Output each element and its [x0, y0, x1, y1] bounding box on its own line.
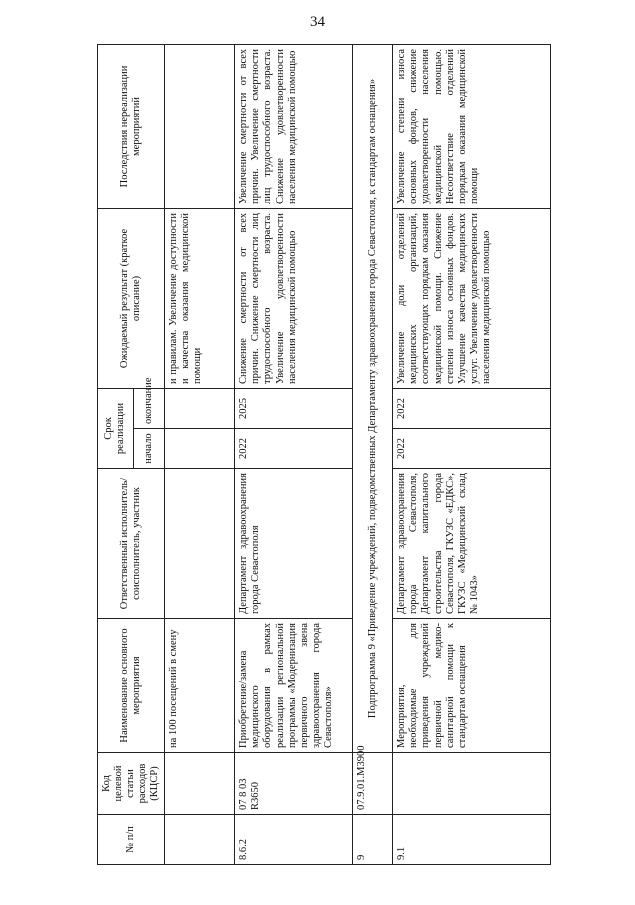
cell-code: 07 8 03 R3650	[235, 753, 353, 815]
cell-code	[393, 753, 551, 815]
cell-start: 2022	[393, 429, 551, 469]
rotated-table-container	[97, 45, 547, 865]
header-name: Наименование основного мероприятия	[98, 619, 165, 753]
cell-num: 9.1	[393, 815, 551, 865]
cell-end: 2022	[393, 388, 551, 428]
cell-end	[165, 388, 235, 428]
cell-num: 9	[353, 815, 393, 865]
cell-result: Снижение смертности от всех причин. Снижение смертности лиц трудоспособного возраста. Увеличение удовлетворенности населения медицинской помощью	[235, 208, 353, 388]
header-responsible: Ответственный исполнитель/соисполнитель, участник	[98, 469, 165, 619]
cell-result: и правилам. Увеличение доступности и качества оказания медицинской помощи	[165, 208, 235, 388]
cell-responsible: Департамент здравоохранения города Севастополя	[235, 469, 353, 619]
cell-consequences	[165, 44, 235, 208]
cell-consequences: Увеличение степени износа основных фондов, снижение удовлетворенности населения медицинской помощью. Несоответствие отделений порядкам оказания медицинской помощи	[393, 44, 551, 208]
header-end: окончание	[133, 388, 165, 428]
cell-num: 8.6.2	[235, 815, 353, 865]
header-consequences: Последствия нереализации мероприятий	[98, 44, 165, 208]
cell-start	[165, 429, 235, 469]
cell-responsible	[165, 469, 235, 619]
header-result: Ожидаемый результат (краткое описание)	[98, 208, 165, 388]
header-period: Срок реализации	[98, 388, 134, 468]
cell-result: Увеличение доли отделений медицинских организаций, соответствующих порядкам оказания медицинской помощи. Снижение степени износа основных фондов. Улучшение качества медицинских услуг. Увеличение удовлетворенности населения медицинской помощью	[393, 208, 551, 388]
table-row	[393, 44, 551, 864]
cell-num	[165, 815, 235, 865]
subprogram-title: Подпрограмма 9 «Приведение учреждений, подведомственных Департаменту здравоохранения города Севастополя, к стандартам оснащения»	[353, 44, 393, 752]
cell-code: 07.9.01.М3900	[353, 753, 393, 815]
cell-name: Приобретение/замена медицинского оборудования в рамках реализации региональной программы «Модернизация первичного звена здравоохранения города Севастополя»	[235, 619, 353, 753]
header-row	[98, 44, 134, 864]
cell-name: на 100 посещений в смену	[165, 619, 235, 753]
cell-start: 2022	[235, 429, 353, 469]
header-start: начало	[133, 429, 165, 469]
cell-consequences: Увеличение смертности от всех причин. Увеличение смертности лиц трудоспособного возраста. Снижение удовлетворенности населения медицинской помощью	[235, 44, 353, 208]
cell-responsible: Департамент здравоохранения города Севастополя, Департамент капитального строительства города Севастополя, ГКУЗС «ЕДКС», ГКУЗС «Медицинский склад № 1043»	[393, 469, 551, 619]
table-row	[235, 44, 353, 864]
cell-end: 2025	[235, 388, 353, 428]
table-row	[165, 44, 235, 864]
header-code: Код целевой статьи расходов (КЦСР)	[98, 753, 165, 815]
cell-name: Мероприятия, необходимые для приведения учреждений первичной медико-санитарной помощи к стандартам оснащения	[393, 619, 551, 753]
cell-code	[165, 753, 235, 815]
page-number: 34	[310, 14, 325, 30]
header-num: № п/п	[98, 815, 165, 865]
measures-table	[97, 44, 551, 865]
subprogram-row	[353, 44, 393, 864]
